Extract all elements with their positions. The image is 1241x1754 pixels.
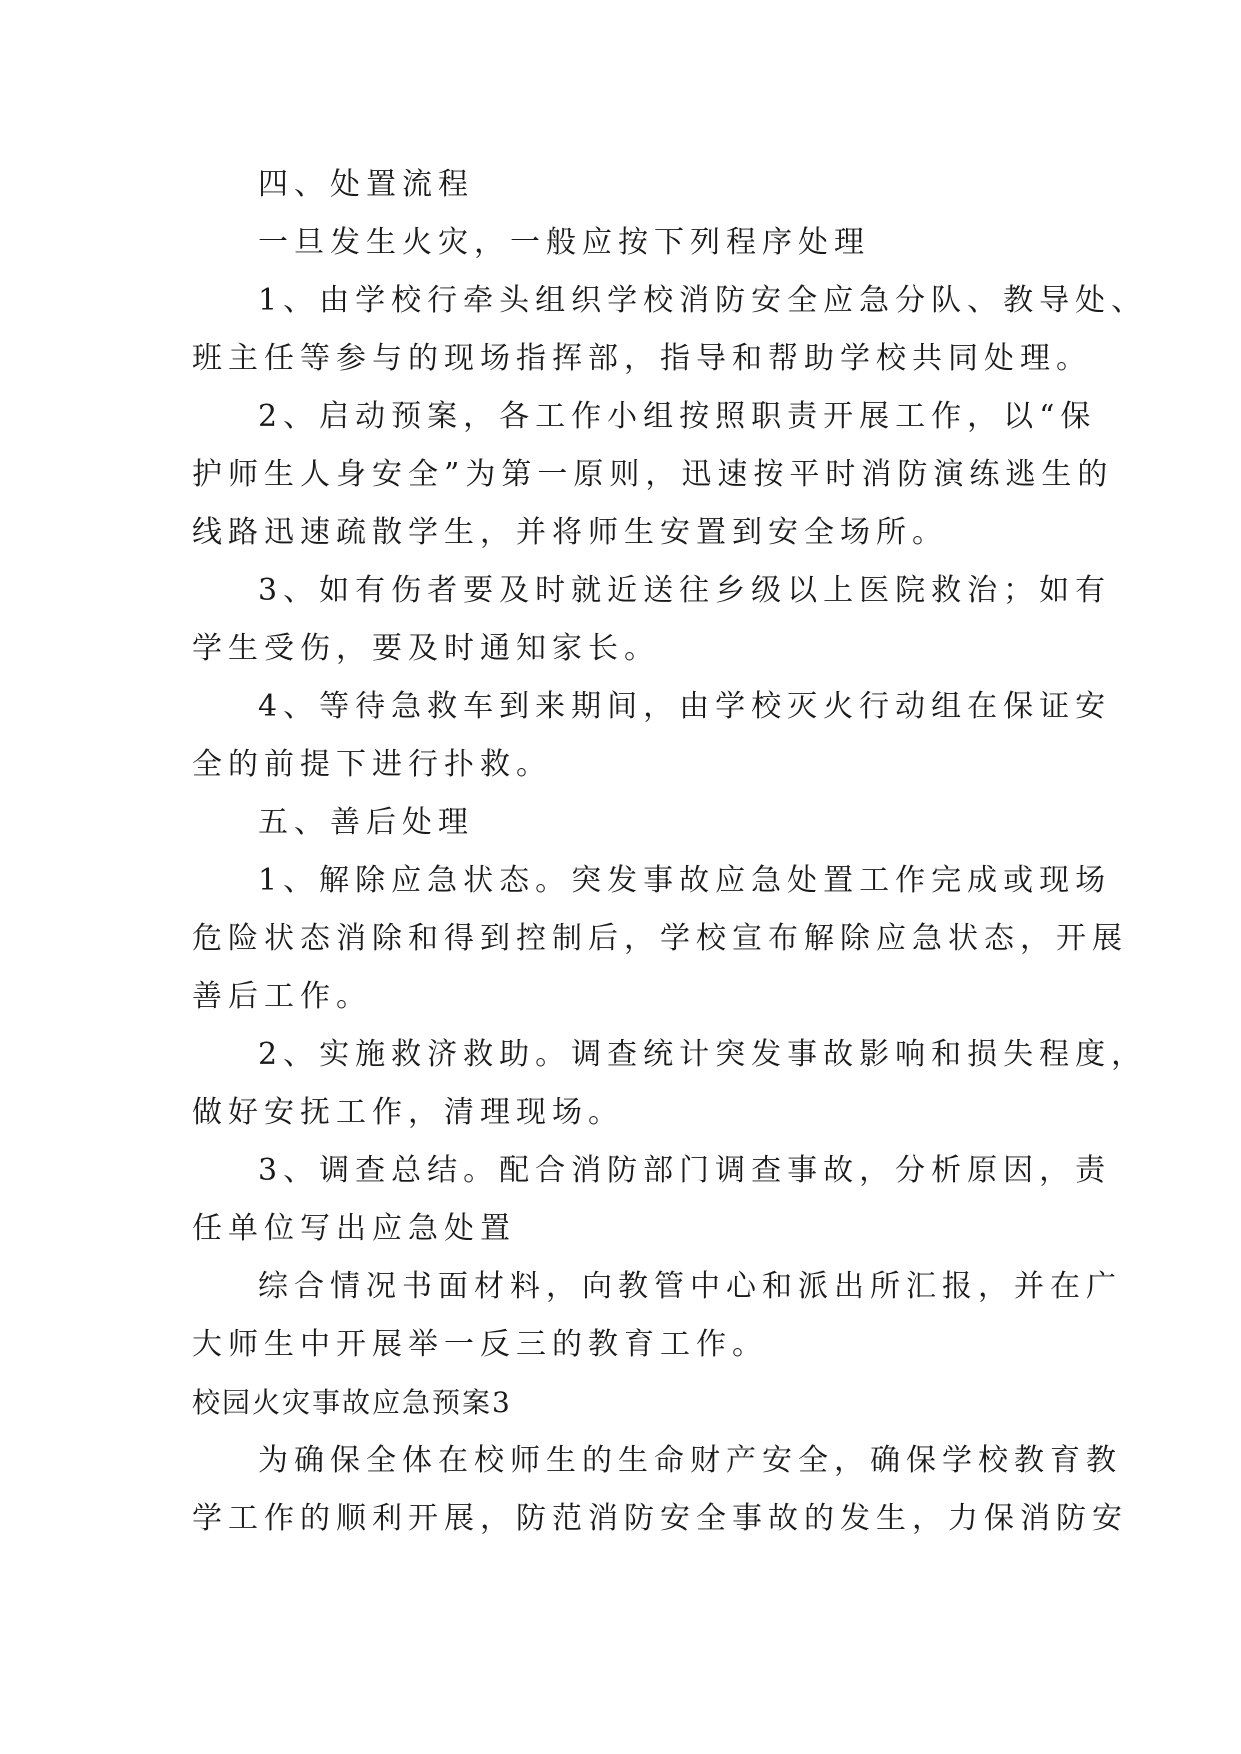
paragraph-line: 危险状态消除和得到控制后，学校宣布解除应急状态，开展	[192, 921, 1128, 956]
paragraph-line: 护师生人身安全”为第一原则，迅速按平时消防演练逃生的	[192, 457, 1114, 492]
paragraph-line: 1、由学校行牵头组织学校消防安全应急分队、教导处、	[258, 283, 1148, 318]
paragraph-line: 4、等待急救车到来期间，由学校灭火行动组在保证安	[258, 689, 1112, 724]
paragraph-line: 做好安抚工作，清理现场。	[192, 1095, 624, 1130]
paragraph-line: 1、解除应急状态。突发事故应急处置工作完成或现场	[258, 863, 1112, 898]
paragraph-line: 一旦发生火灾，一般应按下列程序处理	[258, 225, 870, 260]
section-heading-procedure: 四、处置流程	[258, 167, 474, 202]
section-heading-aftermath: 五、善后处理	[258, 805, 474, 840]
paragraph-line: 3、如有伤者要及时就近送往乡级以上医院救治；如有	[258, 573, 1112, 608]
paragraph-line: 班主任等参与的现场指挥部，指导和帮助学校共同处理。	[192, 341, 1092, 376]
paragraph-line: 为确保全体在校师生的生命财产安全，确保学校教育教	[258, 1443, 1122, 1478]
paragraph-line: 2、实施救济救助。调查统计突发事故影响和损失程度，	[258, 1037, 1148, 1072]
paragraph-line: 2、启动预案，各工作小组按照职责开展工作，以“保	[258, 399, 1097, 434]
paragraph-line: 学生受伤，要及时通知家长。	[192, 631, 660, 666]
paragraph-line: 线路迅速疏散学生，并将师生安置到安全场所。	[192, 515, 948, 550]
paragraph-line: 全的前提下进行扑救。	[192, 747, 552, 782]
paragraph-line: 综合情况书面材料，向教管中心和派出所汇报，并在广	[258, 1269, 1122, 1304]
paragraph-line: 大师生中开展举一反三的教育工作。	[192, 1327, 768, 1362]
paragraph-line: 善后工作。	[192, 979, 372, 1014]
paragraph-line: 3、调查总结。配合消防部门调查事故，分析原因，责	[258, 1153, 1112, 1188]
document-title: 校园火灾事故应急预案3	[192, 1386, 512, 1419]
paragraph-line: 学工作的顺利开展，防范消防安全事故的发生，力保消防安	[192, 1501, 1128, 1536]
paragraph-line: 任单位写出应急处置	[192, 1211, 516, 1246]
